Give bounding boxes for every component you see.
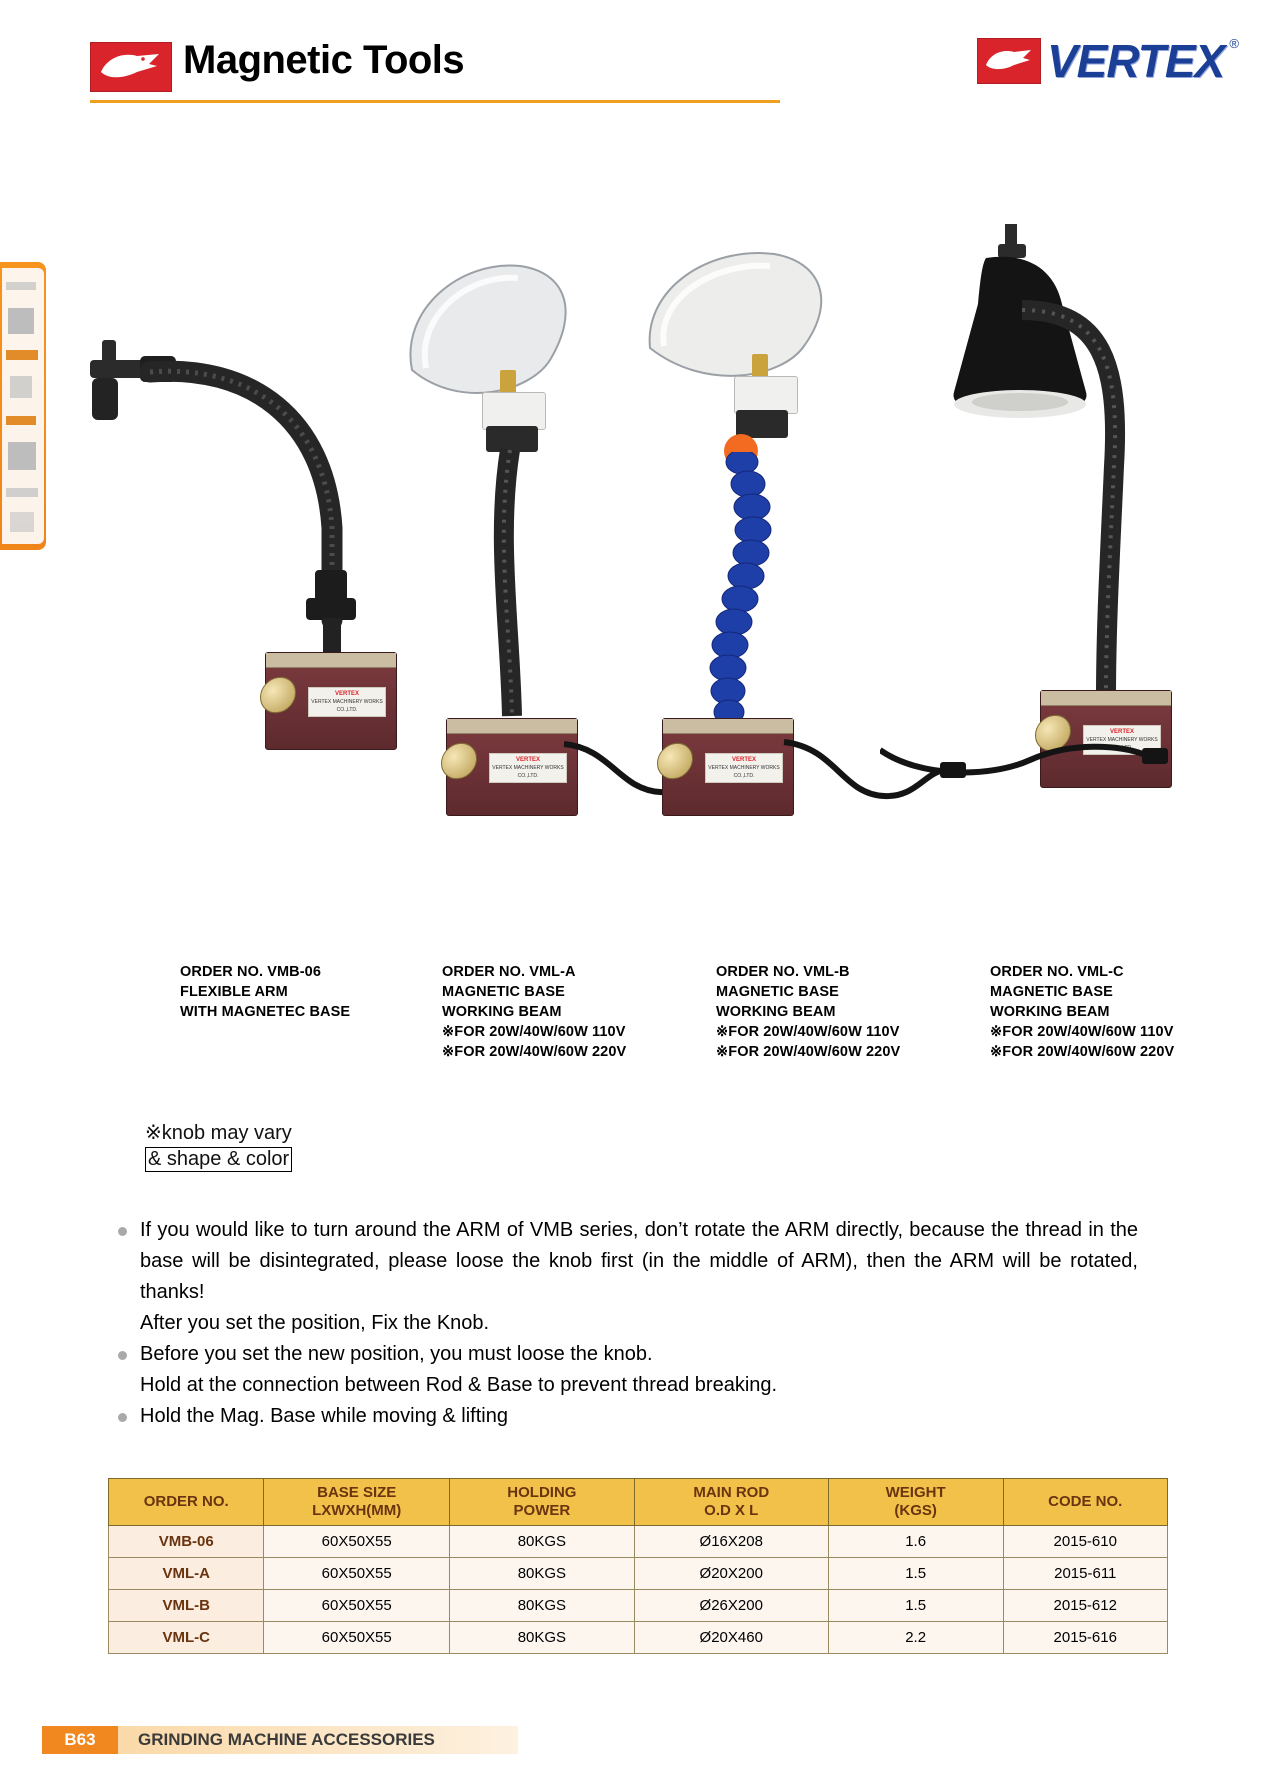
cell-order-no: VML-B <box>109 1590 264 1622</box>
caption-line: MAGNETIC BASE <box>716 984 839 1000</box>
note-text: Before you set the new position, you must loose the knob. <box>140 1343 653 1365</box>
cell-base-size: 60X50X55 <box>264 1526 450 1558</box>
bullet-dot-icon <box>118 1351 127 1360</box>
table-header-row <box>109 1479 1168 1526</box>
caption-vml-a <box>442 962 702 1062</box>
caption-line: MAGNETIC BASE <box>990 984 1113 1000</box>
caption-line: MAGNETIC BASE <box>442 984 565 1000</box>
cell-holding-power: 80KGS <box>450 1622 635 1654</box>
caption-line: ※FOR 20W/40W/60W 220V <box>442 1044 627 1060</box>
cell-base-size: 60X50X55 <box>264 1558 450 1590</box>
caption-line: ※FOR 20W/40W/60W 110V <box>990 1024 1174 1040</box>
cell-code-no: 2015-611 <box>1003 1558 1168 1590</box>
base-label: VERTEX VERTEX MACHINERY WORKS CO.,LTD. <box>705 753 783 783</box>
caption-line: WITH MAGNETEC BASE <box>180 1004 351 1020</box>
header-line1: HOLDING <box>507 1484 577 1501</box>
cell-weight: 1.5 <box>828 1558 1003 1590</box>
col-base-size <box>264 1479 450 1526</box>
col-main-rod <box>634 1479 828 1526</box>
product-image-vml-c <box>880 200 1200 760</box>
cell-base-size: 60X50X55 <box>264 1590 450 1622</box>
note-item <box>118 1401 1138 1432</box>
header-line1: ORDER NO. <box>143 1493 229 1510</box>
caption-line: WORKING BEAM <box>716 1004 836 1020</box>
knob-note <box>145 1120 292 1172</box>
product-photo-group <box>60 200 1220 840</box>
footer-section-title: GRINDING MACHINE ACCESSORIES <box>138 1730 435 1749</box>
vertex-brand-logo <box>977 34 1237 92</box>
note-item <box>118 1215 1138 1308</box>
product-image-vmb-06 <box>80 330 410 750</box>
header-line1: BASE SIZE <box>317 1484 397 1501</box>
header-line1: MAIN ROD <box>693 1484 770 1501</box>
caption-line: WORKING BEAM <box>442 1004 562 1020</box>
note-text: Hold at the connection between Rod & Base to prevent thread breaking. <box>140 1374 778 1396</box>
magnetic-base <box>446 718 578 816</box>
header-line2: LXWXH(MM) <box>312 1502 402 1519</box>
caption-line: ※FOR 20W/40W/60W 110V <box>442 1024 626 1040</box>
caption-line: ※FOR 20W/40W/60W 220V <box>716 1044 901 1060</box>
caption-line: ORDER NO. VML-C <box>990 964 1124 980</box>
notes-list <box>118 1215 1138 1432</box>
cell-base-size: 60X50X55 <box>264 1622 450 1654</box>
caption-line: ORDER NO. VMB-06 <box>180 964 321 980</box>
cell-code-no: 2015-616 <box>1003 1622 1168 1654</box>
magnetic-base <box>265 652 397 750</box>
col-order-no <box>109 1479 264 1526</box>
note-text: If you would like to turn around the ARM of VMB series, don’t rotate the ARM directly, because the thread in the base will be disintegrated, please loose the knob first (in the middle of ARM), then the ARM will be rotated, thanks! <box>140 1219 1138 1303</box>
note-text: After you set the position, Fix the Knob. <box>140 1312 490 1334</box>
registered-mark: ® <box>1229 36 1239 51</box>
caption-line: ORDER NO. VML-B <box>716 964 850 980</box>
caption-line: ORDER NO. VML-A <box>442 964 576 980</box>
caption-line: WORKING BEAM <box>990 1004 1110 1020</box>
cell-weight: 1.5 <box>828 1590 1003 1622</box>
cell-weight: 1.6 <box>828 1526 1003 1558</box>
caption-vmb-06 <box>180 962 400 1022</box>
base-knob <box>441 740 477 781</box>
caption-vml-c <box>990 962 1250 1062</box>
page-title: Magnetic Tools <box>183 38 465 82</box>
caption-vml-b <box>716 962 976 1062</box>
col-holding-power <box>450 1479 635 1526</box>
base-label: VERTEX VERTEX MACHINERY WORKS CO.,LTD. <box>1083 725 1161 755</box>
note-item <box>118 1339 1138 1370</box>
header-line2: POWER <box>513 1502 571 1519</box>
cell-weight: 2.2 <box>828 1622 1003 1654</box>
magnetic-base <box>662 718 794 816</box>
caption-line: ※FOR 20W/40W/60W 110V <box>716 1024 900 1040</box>
cell-code-no: 2015-610 <box>1003 1526 1168 1558</box>
table-row <box>109 1622 1168 1654</box>
page-number: B63 <box>42 1726 118 1754</box>
note-text: Hold the Mag. Base while moving & lifting <box>140 1405 508 1427</box>
base-label: VERTEX VERTEX MACHINERY WORKS CO.,LTD. <box>489 753 567 783</box>
side-tab-decoration <box>0 262 46 550</box>
col-code-no <box>1003 1479 1168 1526</box>
header-line2: O.D X L <box>704 1502 759 1519</box>
specification-table <box>108 1478 1168 1654</box>
bullet-dot-icon <box>118 1413 127 1422</box>
base-label: VERTEX VERTEX MACHINERY WORKS CO.,LTD. <box>308 687 386 717</box>
caption-line: ※FOR 20W/40W/60W 220V <box>990 1044 1175 1060</box>
note-item-sub <box>118 1308 1138 1339</box>
cell-code-no: 2015-612 <box>1003 1590 1168 1622</box>
cell-main-rod: Ø16X208 <box>634 1526 828 1558</box>
base-knob <box>657 740 693 781</box>
header-line1: CODE NO. <box>1048 1493 1123 1510</box>
page-footer <box>0 1726 1275 1756</box>
cell-main-rod: Ø20X200 <box>634 1558 828 1590</box>
cell-holding-power: 80KGS <box>450 1590 635 1622</box>
header-rule <box>90 100 780 103</box>
cell-main-rod: Ø26X200 <box>634 1590 828 1622</box>
cell-order-no: VML-A <box>109 1558 264 1590</box>
note-item-sub <box>118 1370 1138 1401</box>
table-row <box>109 1526 1168 1558</box>
cell-holding-power: 80KGS <box>450 1526 635 1558</box>
cell-holding-power: 80KGS <box>450 1558 635 1590</box>
vertex-wordmark: VERTEX <box>1047 35 1225 87</box>
table-row <box>109 1590 1168 1622</box>
col-weight <box>828 1479 1003 1526</box>
base-knob <box>260 674 296 715</box>
bullet-dot-icon <box>118 1227 127 1236</box>
knob-note-line1: ※knob may vary <box>145 1122 292 1144</box>
caption-line: FLEXIBLE ARM <box>180 984 288 1000</box>
product-image-vml-a <box>400 240 680 779</box>
vertex-eagle-icon <box>977 38 1041 84</box>
header-line1: WEIGHT <box>885 1484 946 1501</box>
table-row <box>109 1558 1168 1590</box>
eagle-logo-icon <box>90 42 172 92</box>
side-tab-image <box>2 268 44 544</box>
knob-note-line2: & shape & color <box>145 1147 292 1172</box>
cell-order-no: VML-C <box>109 1622 264 1654</box>
header-line2: (KGS) <box>894 1502 937 1519</box>
page-header <box>0 0 1275 120</box>
cell-main-rod: Ø20X460 <box>634 1622 828 1654</box>
cell-order-no: VMB-06 <box>109 1526 264 1558</box>
